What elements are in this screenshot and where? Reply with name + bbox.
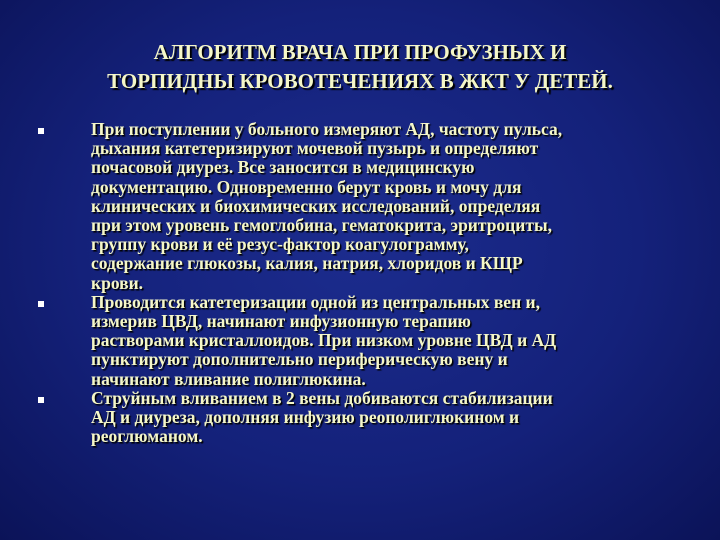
bullet-item-2	[38, 293, 688, 389]
square-bullet-icon	[38, 301, 44, 307]
slide-title-line-2: ТОРПИДНЫ КРОВОТЕЧЕНИЯХ В ЖКТ У ДЕТЕЙ.	[107, 69, 613, 93]
bullet-item-1	[38, 120, 688, 293]
bullet-1-line-8: содержание глюкозы, калия, натрия, хлоридов и КЩР	[91, 253, 523, 274]
bullet-2-line-5: начинают вливание полиглюкина.	[91, 368, 366, 389]
bullet-1-line-6: при этом уровень гемоглобина, гематокрита, эритроциты,	[91, 215, 552, 236]
bullet-1-line-7: группу крови и её резус-фактор коагулограмму,	[91, 234, 469, 255]
bullet-item-3	[38, 389, 688, 447]
slide-title	[30, 38, 690, 96]
bullet-1-line-2: дыхания катетеризируют мочевой пузырь и определяют	[91, 138, 539, 159]
bullet-1-line-1: При поступлении у больного измеряют АД, частоту пульса,	[91, 119, 563, 139]
bullet-2-line-2: измерив ЦВД, начинают инфузионную терапию	[91, 311, 471, 332]
bullet-2-line-3: растворами кристаллоидов. При низком уровне ЦВД и АД	[91, 330, 557, 351]
bullet-3-line-3: реоглюманом.	[91, 426, 203, 447]
bullet-3-line-2: АД и диуреза, дополняя инфузию реополиглюкином и	[91, 407, 520, 428]
bullet-3-line-1: Струйным вливанием в 2 вены добиваются стабилизации	[91, 387, 553, 408]
bullet-1-line-9: крови.	[91, 272, 144, 293]
slide-title-line-1: АЛГОРИТМ ВРАЧА ПРИ ПРОФУЗНЫХ И	[153, 40, 567, 64]
bullet-2-line-4: пунктируют дополнительно периферическую вену и	[91, 349, 508, 370]
square-bullet-icon	[38, 128, 44, 134]
bullet-1-line-4: документацию. Одновременно берут кровь и мочу для	[91, 176, 522, 197]
bullet-2-line-1: Проводится катетеризации одной из центральных вен и,	[91, 291, 540, 312]
bullet-1-line-3: почасовой диурез. Все заносится в медицинскую	[91, 157, 475, 178]
bullet-1-line-5: клинических и биохимических исследований, определяя	[91, 195, 541, 216]
square-bullet-icon	[38, 397, 44, 403]
bullet-list	[38, 120, 688, 446]
